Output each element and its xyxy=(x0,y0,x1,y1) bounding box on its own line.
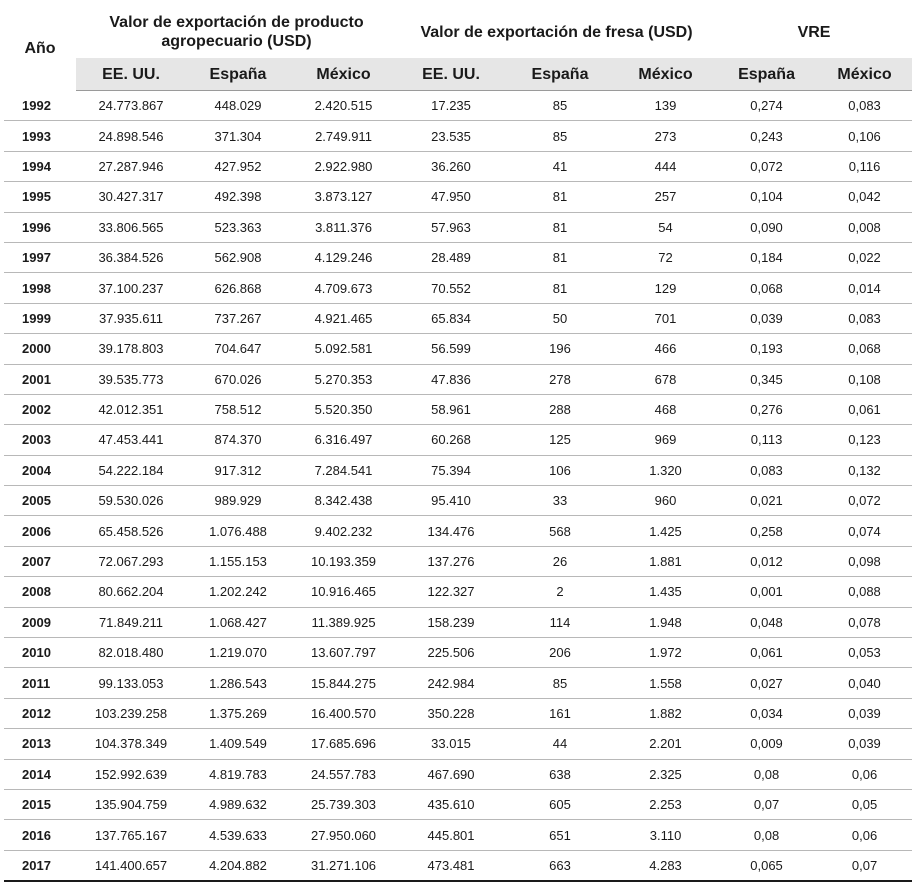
strawberry-usa-cell: 17.235 xyxy=(397,91,505,121)
strawberry-spain-cell: 85 xyxy=(505,121,615,151)
strawberry-usa-cell: 473.481 xyxy=(397,850,505,881)
strawberry-mexico-cell: 1.435 xyxy=(615,577,716,607)
strawberry-usa-cell: 70.552 xyxy=(397,273,505,303)
agro-usa-cell: 135.904.759 xyxy=(76,789,186,819)
strawberry-mexico-cell: 129 xyxy=(615,273,716,303)
strawberry-usa-cell: 137.276 xyxy=(397,546,505,576)
agro-spain-cell: 4.989.632 xyxy=(186,789,290,819)
vre-mexico-cell: 0,083 xyxy=(817,91,912,121)
agro-spain-cell: 4.204.882 xyxy=(186,850,290,881)
agro-mexico-cell: 10.916.465 xyxy=(290,577,397,607)
agro-mexico-cell: 6.316.497 xyxy=(290,425,397,455)
agro-spain-cell: 626.868 xyxy=(186,273,290,303)
table-row xyxy=(4,789,912,819)
year-cell: 1998 xyxy=(4,273,76,303)
table-row xyxy=(4,91,912,121)
strawberry-spain-cell: 2 xyxy=(505,577,615,607)
agro-spain-cell: 1.375.269 xyxy=(186,698,290,728)
table-row xyxy=(4,607,912,637)
year-cell: 2011 xyxy=(4,668,76,698)
agro-mexico-cell: 9.402.232 xyxy=(290,516,397,546)
agro-spain-cell: 4.819.783 xyxy=(186,759,290,789)
year-column-header: Año xyxy=(4,6,76,91)
strawberry-spain-cell: 206 xyxy=(505,638,615,668)
strawberry-usa-cell: 95.410 xyxy=(397,486,505,516)
table-row xyxy=(4,486,912,516)
agro-usa-cell: 99.133.053 xyxy=(76,668,186,698)
agro-spain-cell: 758.512 xyxy=(186,394,290,424)
vre-spain-cell: 0,276 xyxy=(716,394,817,424)
strawberry-spain-cell: 196 xyxy=(505,334,615,364)
year-cell: 2013 xyxy=(4,729,76,759)
agro-usa-cell: 137.765.167 xyxy=(76,820,186,850)
agro-spain-cell: 1.219.070 xyxy=(186,638,290,668)
agro-usa-cell: 39.535.773 xyxy=(76,364,186,394)
strawberry-spain-cell: 33 xyxy=(505,486,615,516)
country-header-row xyxy=(4,58,912,91)
strawberry-mexico-cell: 468 xyxy=(615,394,716,424)
strawberry-spain-cell: 663 xyxy=(505,850,615,881)
year-cell: 2003 xyxy=(4,425,76,455)
vre-spain-cell: 0,048 xyxy=(716,607,817,637)
strawberry-mexico-cell: 273 xyxy=(615,121,716,151)
agro-spain-cell: 492.398 xyxy=(186,182,290,212)
vre-spain-cell: 0,039 xyxy=(716,303,817,333)
table-row xyxy=(4,516,912,546)
vre-mexico-cell: 0,074 xyxy=(817,516,912,546)
vre-mexico-cell: 0,123 xyxy=(817,425,912,455)
agro-mexico-cell: 17.685.696 xyxy=(290,729,397,759)
agro-spain-cell: 1.155.153 xyxy=(186,546,290,576)
agro-spain-cell: 371.304 xyxy=(186,121,290,151)
strawberry-spain-cell: 651 xyxy=(505,820,615,850)
agro-spain-header: España xyxy=(186,58,290,91)
agro-spain-cell: 917.312 xyxy=(186,455,290,485)
agro-spain-cell: 1.409.549 xyxy=(186,729,290,759)
vre-spain-cell: 0,193 xyxy=(716,334,817,364)
strawberry-mexico-cell: 3.110 xyxy=(615,820,716,850)
agro-usa-cell: 104.378.349 xyxy=(76,729,186,759)
year-cell: 2002 xyxy=(4,394,76,424)
strawberry-mexico-cell: 72 xyxy=(615,242,716,272)
agro-spain-cell: 562.908 xyxy=(186,242,290,272)
agro-usa-cell: 39.178.803 xyxy=(76,334,186,364)
strawberry-mexico-cell: 1.558 xyxy=(615,668,716,698)
vre-mexico-cell: 0,078 xyxy=(817,607,912,637)
strawberry-mexico-cell: 139 xyxy=(615,91,716,121)
year-cell: 2016 xyxy=(4,820,76,850)
table-row xyxy=(4,577,912,607)
agro-mexico-cell: 3.873.127 xyxy=(290,182,397,212)
vre-mexico-cell: 0,008 xyxy=(817,212,912,242)
agro-mexico-cell: 15.844.275 xyxy=(290,668,397,698)
agro-mexico-cell: 10.193.359 xyxy=(290,546,397,576)
agro-usa-cell: 37.935.611 xyxy=(76,303,186,333)
vre-spain-cell: 0,345 xyxy=(716,364,817,394)
agro-usa-cell: 59.530.026 xyxy=(76,486,186,516)
year-cell: 1993 xyxy=(4,121,76,151)
agro-spain-cell: 989.929 xyxy=(186,486,290,516)
strawberry-spain-cell: 125 xyxy=(505,425,615,455)
strawberry-mexico-cell: 444 xyxy=(615,151,716,181)
agro-spain-cell: 874.370 xyxy=(186,425,290,455)
strawberry-mexico-cell: 54 xyxy=(615,212,716,242)
strawberry-spain-cell: 161 xyxy=(505,698,615,728)
agro-mexico-cell: 4.129.246 xyxy=(290,242,397,272)
strawberry-usa-cell: 158.239 xyxy=(397,607,505,637)
agro-usa-cell: 72.067.293 xyxy=(76,546,186,576)
strawberry-spain-cell: 41 xyxy=(505,151,615,181)
strawberry-usa-cell: 28.489 xyxy=(397,242,505,272)
vre-mexico-cell: 0,108 xyxy=(817,364,912,394)
table-row xyxy=(4,820,912,850)
strawberry-spain-cell: 288 xyxy=(505,394,615,424)
vre-spain-cell: 0,08 xyxy=(716,759,817,789)
agro-mexico-cell: 7.284.541 xyxy=(290,455,397,485)
strawberry-spain-cell: 81 xyxy=(505,273,615,303)
strawberry-mexico-cell: 2.201 xyxy=(615,729,716,759)
strawberry-mexico-cell: 701 xyxy=(615,303,716,333)
strawberry-spain-cell: 114 xyxy=(505,607,615,637)
strawberry-mexico-cell: 4.283 xyxy=(615,850,716,881)
vre-spain-header: España xyxy=(716,58,817,91)
agro-mexico-cell: 2.749.911 xyxy=(290,121,397,151)
group-header-row xyxy=(4,6,912,58)
agro-mexico-cell: 5.092.581 xyxy=(290,334,397,364)
agro-mexico-cell: 2.420.515 xyxy=(290,91,397,121)
agro-usa-header: EE. UU. xyxy=(76,58,186,91)
year-cell: 1996 xyxy=(4,212,76,242)
strawberry-mexico-cell: 2.325 xyxy=(615,759,716,789)
agro-mexico-cell: 31.271.106 xyxy=(290,850,397,881)
vre-spain-cell: 0,083 xyxy=(716,455,817,485)
year-cell: 2014 xyxy=(4,759,76,789)
table-row xyxy=(4,425,912,455)
agro-usa-cell: 37.100.237 xyxy=(76,273,186,303)
vre-mexico-cell: 0,039 xyxy=(817,729,912,759)
strawberry-spain-cell: 50 xyxy=(505,303,615,333)
agro-usa-cell: 33.806.565 xyxy=(76,212,186,242)
vre-mexico-cell: 0,053 xyxy=(817,638,912,668)
strawberry-spain-cell: 81 xyxy=(505,212,615,242)
strawberry-spain-cell: 44 xyxy=(505,729,615,759)
table-row xyxy=(4,364,912,394)
strawberry-usa-cell: 445.801 xyxy=(397,820,505,850)
agro-usa-cell: 42.012.351 xyxy=(76,394,186,424)
vre-spain-cell: 0,184 xyxy=(716,242,817,272)
year-cell: 2000 xyxy=(4,334,76,364)
agro-mexico-cell: 13.607.797 xyxy=(290,638,397,668)
agro-mexico-cell: 3.811.376 xyxy=(290,212,397,242)
vre-spain-cell: 0,012 xyxy=(716,546,817,576)
agro-spain-cell: 1.202.242 xyxy=(186,577,290,607)
table-body xyxy=(4,91,912,882)
vre-spain-cell: 0,021 xyxy=(716,486,817,516)
agro-usa-cell: 141.400.657 xyxy=(76,850,186,881)
agro-usa-cell: 103.239.258 xyxy=(76,698,186,728)
strawberry-spain-header: España xyxy=(505,58,615,91)
strawberry-spain-cell: 85 xyxy=(505,668,615,698)
year-cell: 1992 xyxy=(4,91,76,121)
table-row xyxy=(4,638,912,668)
strawberry-usa-cell: 467.690 xyxy=(397,759,505,789)
agro-spain-cell: 670.026 xyxy=(186,364,290,394)
strawberry-usa-cell: 57.963 xyxy=(397,212,505,242)
vre-mexico-cell: 0,083 xyxy=(817,303,912,333)
vre-mexico-cell: 0,088 xyxy=(817,577,912,607)
table-row xyxy=(4,729,912,759)
strawberry-spain-cell: 85 xyxy=(505,91,615,121)
vre-mexico-cell: 0,039 xyxy=(817,698,912,728)
vre-mexico-cell: 0,106 xyxy=(817,121,912,151)
table-row xyxy=(4,668,912,698)
agro-usa-cell: 24.773.867 xyxy=(76,91,186,121)
vre-mexico-cell: 0,061 xyxy=(817,394,912,424)
strawberry-usa-cell: 350.228 xyxy=(397,698,505,728)
strawberry-usa-cell: 65.834 xyxy=(397,303,505,333)
vre-spain-cell: 0,061 xyxy=(716,638,817,668)
agro-usa-cell: 65.458.526 xyxy=(76,516,186,546)
agro-usa-cell: 47.453.441 xyxy=(76,425,186,455)
agro-spain-cell: 427.952 xyxy=(186,151,290,181)
vre-mexico-cell: 0,068 xyxy=(817,334,912,364)
strawberry-usa-cell: 58.961 xyxy=(397,394,505,424)
table-row xyxy=(4,546,912,576)
strawberry-mexico-cell: 466 xyxy=(615,334,716,364)
agro-mexico-cell: 16.400.570 xyxy=(290,698,397,728)
year-cell: 1999 xyxy=(4,303,76,333)
agro-mexico-cell: 4.921.465 xyxy=(290,303,397,333)
agro-spain-cell: 1.076.488 xyxy=(186,516,290,546)
vre-spain-cell: 0,009 xyxy=(716,729,817,759)
strawberry-mexico-cell: 1.882 xyxy=(615,698,716,728)
table-row xyxy=(4,303,912,333)
vre-spain-cell: 0,027 xyxy=(716,668,817,698)
agro-spain-cell: 1.068.427 xyxy=(186,607,290,637)
agro-usa-cell: 27.287.946 xyxy=(76,151,186,181)
strawberry-usa-cell: 242.984 xyxy=(397,668,505,698)
strawberry-spain-cell: 568 xyxy=(505,516,615,546)
agro-mexico-cell: 24.557.783 xyxy=(290,759,397,789)
vre-spain-cell: 0,065 xyxy=(716,850,817,881)
strawberry-mexico-header: México xyxy=(615,58,716,91)
vre-spain-cell: 0,07 xyxy=(716,789,817,819)
strawberry-mexico-cell: 960 xyxy=(615,486,716,516)
vre-mexico-cell: 0,06 xyxy=(817,820,912,850)
year-cell: 2010 xyxy=(4,638,76,668)
vre-spain-cell: 0,104 xyxy=(716,182,817,212)
vre-spain-cell: 0,113 xyxy=(716,425,817,455)
agro-spain-cell: 704.647 xyxy=(186,334,290,364)
table-row xyxy=(4,212,912,242)
strawberry-usa-cell: 60.268 xyxy=(397,425,505,455)
vre-mexico-cell: 0,014 xyxy=(817,273,912,303)
strawberry-mexico-cell: 1.320 xyxy=(615,455,716,485)
agro-spain-cell: 737.267 xyxy=(186,303,290,333)
agro-mexico-cell: 25.739.303 xyxy=(290,789,397,819)
strawberry-usa-cell: 75.394 xyxy=(397,455,505,485)
agro-usa-cell: 54.222.184 xyxy=(76,455,186,485)
strawberry-usa-cell: 122.327 xyxy=(397,577,505,607)
agro-usa-cell: 30.427.317 xyxy=(76,182,186,212)
strawberry-usa-cell: 56.599 xyxy=(397,334,505,364)
strawberry-usa-cell: 36.260 xyxy=(397,151,505,181)
strawberry-usa-header: EE. UU. xyxy=(397,58,505,91)
strawberry-mexico-cell: 969 xyxy=(615,425,716,455)
table-row xyxy=(4,242,912,272)
vre-mexico-cell: 0,132 xyxy=(817,455,912,485)
table-row xyxy=(4,121,912,151)
year-cell: 2001 xyxy=(4,364,76,394)
agro-mexico-cell: 5.270.353 xyxy=(290,364,397,394)
vre-spain-cell: 0,034 xyxy=(716,698,817,728)
vre-mexico-cell: 0,040 xyxy=(817,668,912,698)
agro-mexico-cell: 5.520.350 xyxy=(290,394,397,424)
year-cell: 2004 xyxy=(4,455,76,485)
agro-usa-cell: 152.992.639 xyxy=(76,759,186,789)
vre-spain-cell: 0,08 xyxy=(716,820,817,850)
table-row xyxy=(4,182,912,212)
table-row xyxy=(4,151,912,181)
strawberry-mexico-cell: 2.253 xyxy=(615,789,716,819)
table-row xyxy=(4,394,912,424)
strawberry-usa-cell: 23.535 xyxy=(397,121,505,151)
vre-spain-cell: 0,001 xyxy=(716,577,817,607)
agro-mexico-header: México xyxy=(290,58,397,91)
agro-spain-cell: 523.363 xyxy=(186,212,290,242)
strawberry-usa-cell: 435.610 xyxy=(397,789,505,819)
vre-spain-cell: 0,274 xyxy=(716,91,817,121)
strawberry-export-group-header: Valor de exportación de fresa (USD) xyxy=(420,23,693,41)
agro-mexico-cell: 2.922.980 xyxy=(290,151,397,181)
strawberry-spain-cell: 638 xyxy=(505,759,615,789)
vre-group-header: VRE xyxy=(797,23,831,41)
vre-mexico-header: México xyxy=(817,58,912,91)
year-cell: 2009 xyxy=(4,607,76,637)
table-row xyxy=(4,698,912,728)
vre-spain-cell: 0,243 xyxy=(716,121,817,151)
vre-mexico-cell: 0,07 xyxy=(817,850,912,881)
strawberry-mexico-cell: 1.881 xyxy=(615,546,716,576)
year-cell: 2007 xyxy=(4,546,76,576)
strawberry-mexico-cell: 1.948 xyxy=(615,607,716,637)
agro-export-group-header: Valor de exportación de producto agropecuario (USD) xyxy=(109,14,364,50)
strawberry-spain-cell: 278 xyxy=(505,364,615,394)
vre-spain-cell: 0,072 xyxy=(716,151,817,181)
agro-usa-cell: 36.384.526 xyxy=(76,242,186,272)
strawberry-usa-cell: 33.015 xyxy=(397,729,505,759)
vre-mexico-cell: 0,072 xyxy=(817,486,912,516)
table-row xyxy=(4,334,912,364)
agro-usa-cell: 80.662.204 xyxy=(76,577,186,607)
agro-mexico-cell: 4.709.673 xyxy=(290,273,397,303)
vre-spain-cell: 0,068 xyxy=(716,273,817,303)
year-cell: 2005 xyxy=(4,486,76,516)
year-cell: 1994 xyxy=(4,151,76,181)
year-cell: 1997 xyxy=(4,242,76,272)
agro-spain-cell: 4.539.633 xyxy=(186,820,290,850)
strawberry-mexico-cell: 257 xyxy=(615,182,716,212)
vre-mexico-cell: 0,098 xyxy=(817,546,912,576)
strawberry-usa-cell: 47.836 xyxy=(397,364,505,394)
vre-mexico-cell: 0,042 xyxy=(817,182,912,212)
agro-mexico-cell: 11.389.925 xyxy=(290,607,397,637)
strawberry-usa-cell: 47.950 xyxy=(397,182,505,212)
vre-spain-cell: 0,090 xyxy=(716,212,817,242)
strawberry-usa-cell: 134.476 xyxy=(397,516,505,546)
agro-usa-cell: 71.849.211 xyxy=(76,607,186,637)
strawberry-spain-cell: 81 xyxy=(505,182,615,212)
table-row xyxy=(4,759,912,789)
vre-mexico-cell: 0,06 xyxy=(817,759,912,789)
agro-spain-cell: 1.286.543 xyxy=(186,668,290,698)
export-data-table xyxy=(4,6,912,882)
year-cell: 2012 xyxy=(4,698,76,728)
strawberry-spain-cell: 605 xyxy=(505,789,615,819)
strawberry-usa-cell: 225.506 xyxy=(397,638,505,668)
agro-spain-cell: 448.029 xyxy=(186,91,290,121)
agro-usa-cell: 82.018.480 xyxy=(76,638,186,668)
table-row xyxy=(4,273,912,303)
strawberry-spain-cell: 26 xyxy=(505,546,615,576)
year-cell: 2008 xyxy=(4,577,76,607)
strawberry-spain-cell: 106 xyxy=(505,455,615,485)
strawberry-spain-cell: 81 xyxy=(505,242,615,272)
agro-mexico-cell: 27.950.060 xyxy=(290,820,397,850)
year-cell: 2006 xyxy=(4,516,76,546)
agro-mexico-cell: 8.342.438 xyxy=(290,486,397,516)
strawberry-mexico-cell: 678 xyxy=(615,364,716,394)
vre-mexico-cell: 0,116 xyxy=(817,151,912,181)
vre-mexico-cell: 0,05 xyxy=(817,789,912,819)
strawberry-mexico-cell: 1.972 xyxy=(615,638,716,668)
table-row xyxy=(4,455,912,485)
agro-usa-cell: 24.898.546 xyxy=(76,121,186,151)
year-cell: 2017 xyxy=(4,850,76,881)
strawberry-mexico-cell: 1.425 xyxy=(615,516,716,546)
vre-mexico-cell: 0,022 xyxy=(817,242,912,272)
vre-spain-cell: 0,258 xyxy=(716,516,817,546)
year-cell: 1995 xyxy=(4,182,76,212)
year-cell: 2015 xyxy=(4,789,76,819)
